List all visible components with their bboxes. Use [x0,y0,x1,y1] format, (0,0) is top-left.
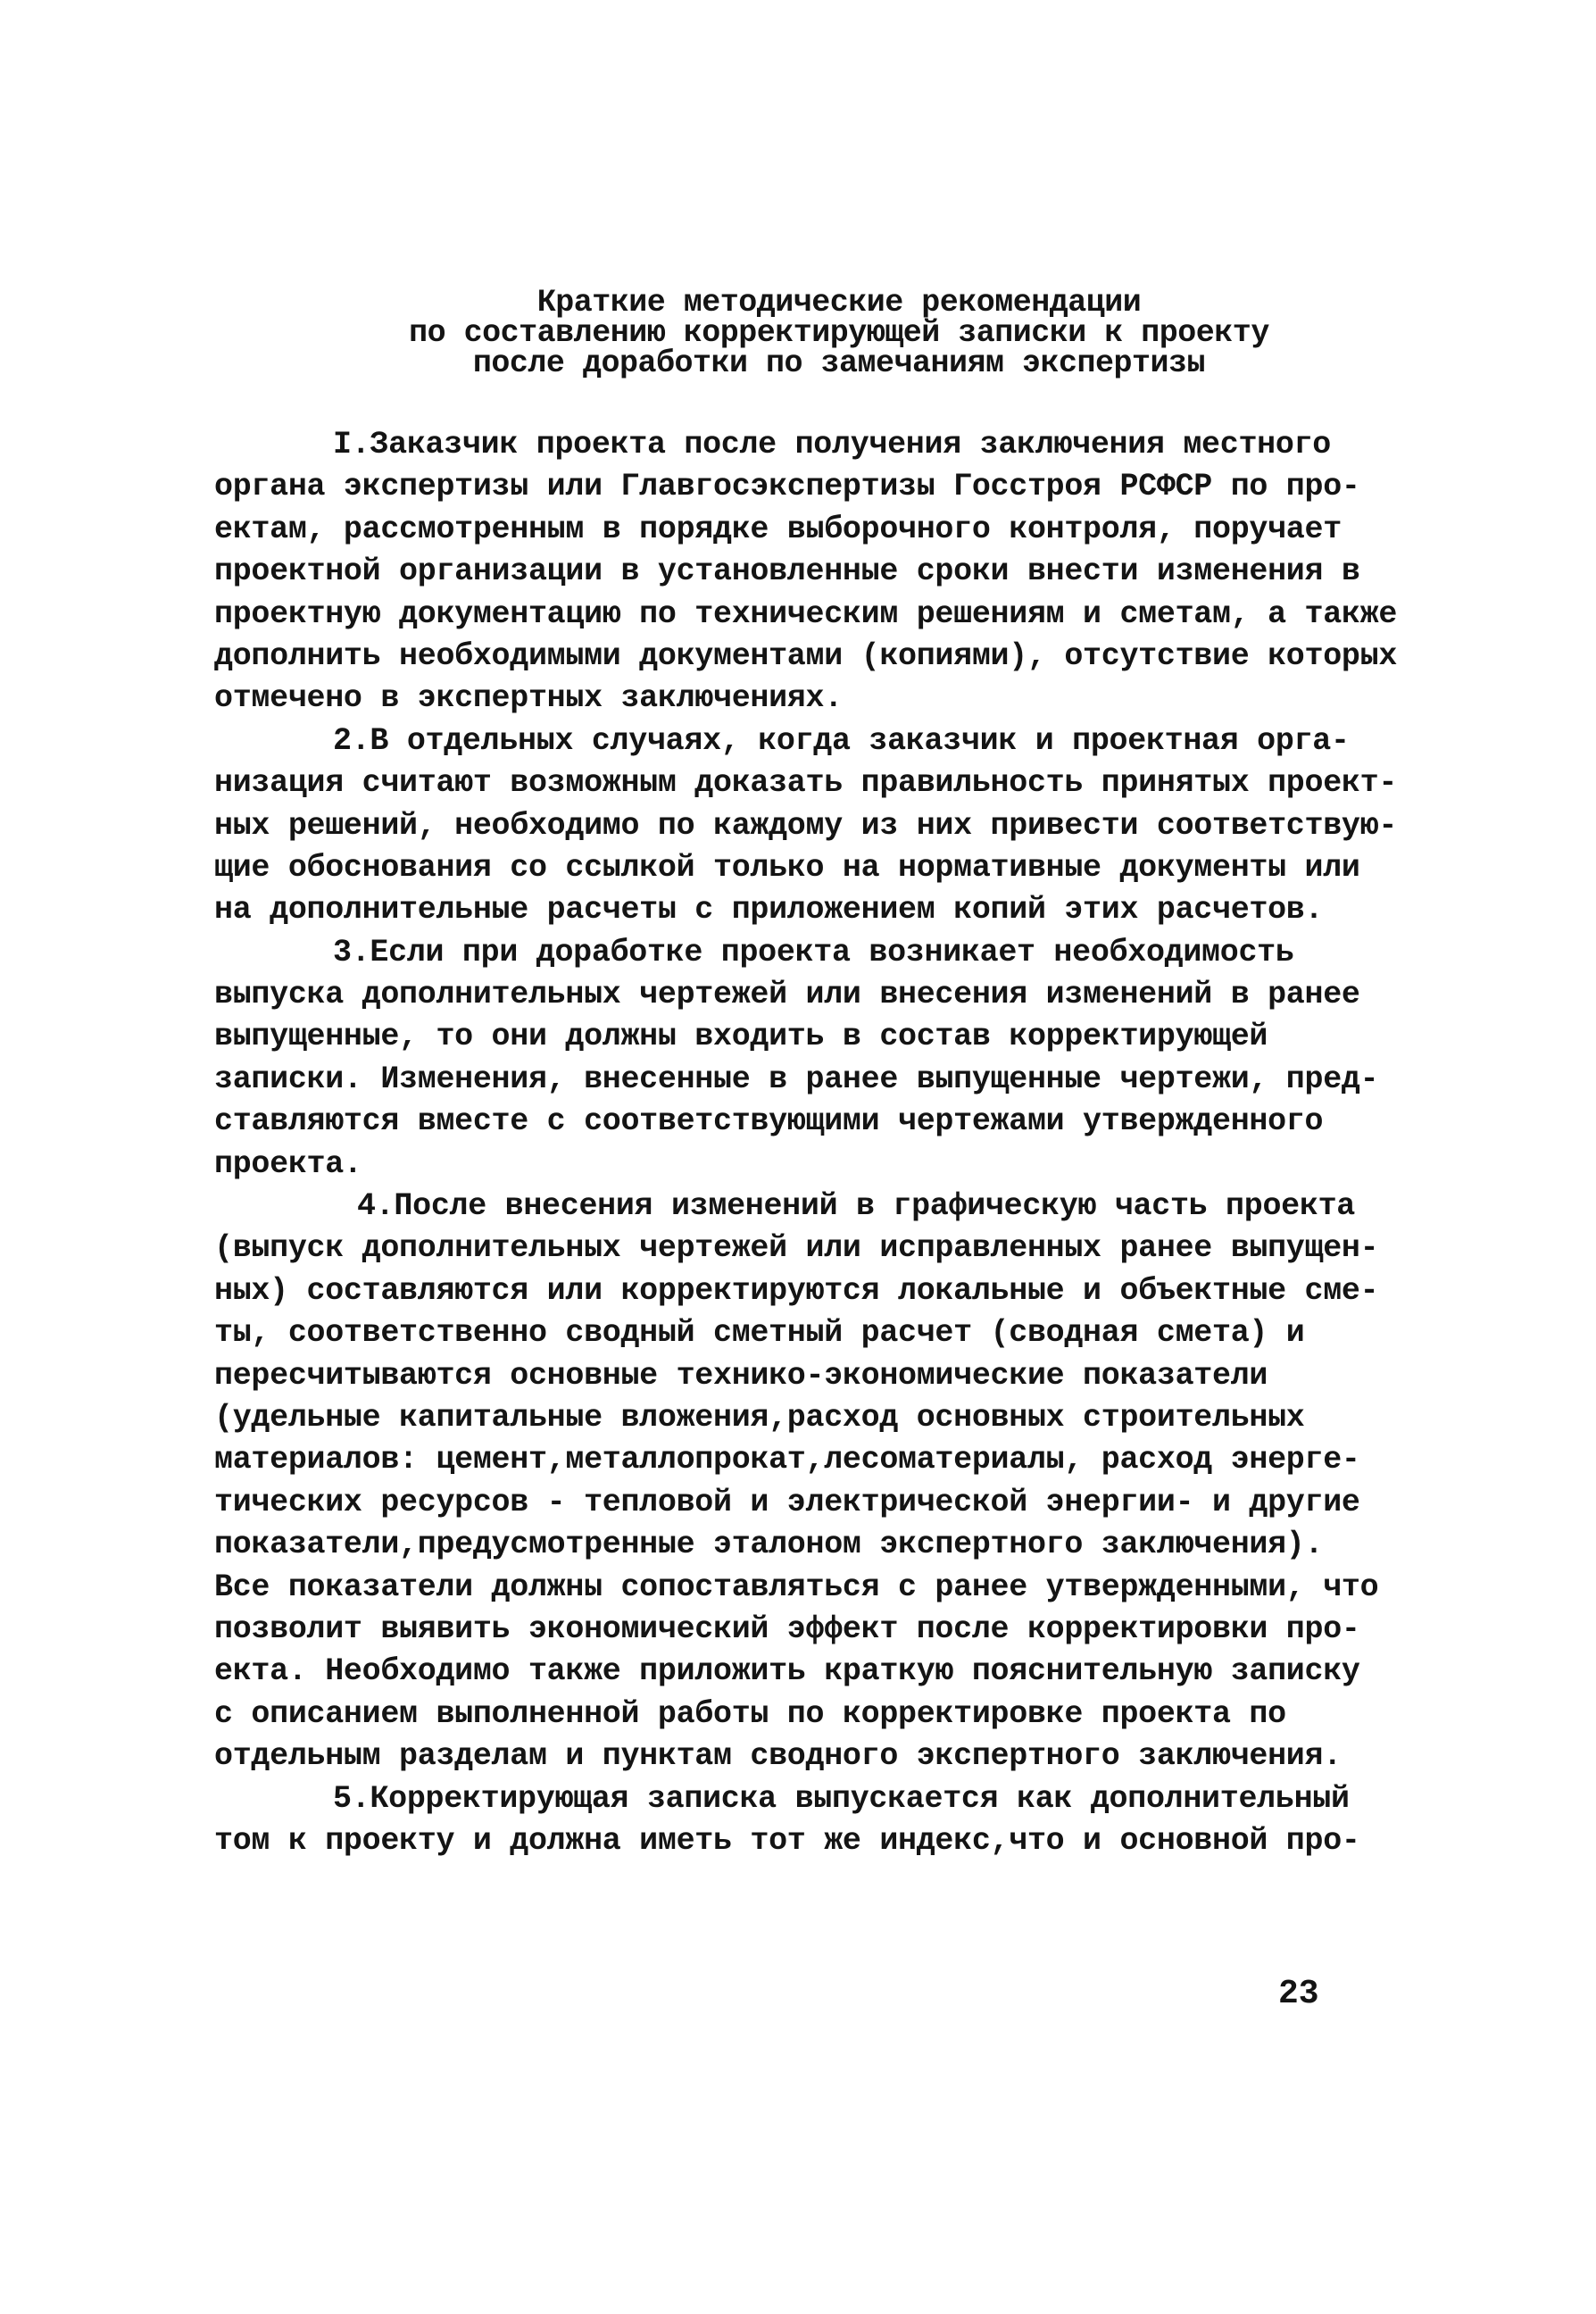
text-line: органа экспертизы или Главгосэкспертизы Госстроя РСФСР по про- [214,469,1360,505]
text-line: (выпуск дополнительных чертежей или исправленных ранее выпущен- [214,1230,1379,1267]
page-number: 23 [1278,1975,1319,2013]
text-line: (удельные капитальные вложения,расход основных строительных [214,1399,1305,1436]
text-line: I.Заказчик проекта после получения заключения местного [333,427,1331,462]
text-line: том к проекту и должна иметь тот же индекс,что и основной про- [214,1822,1360,1859]
heading-line: по составлению корректирующей записки к проекту [409,315,1269,351]
heading-line: Краткие методические рекомендации [536,285,1142,320]
text-line: проектную документацию по техническим решениям и сметам, а также [214,595,1398,632]
text-line: Все показатели должны сопоставляться с ранее утвержденными, что [214,1569,1379,1605]
text-line: проектной организации в установленные сроки внести изменения в [214,554,1360,590]
text-line: выпуска дополнительных чертежей или внесения изменений в ранее [214,977,1360,1013]
text-line: 5.Корректирующая записка выпускается как дополнительный [333,1780,1350,1817]
text-line: пересчитываются основные технико-экономические показатели [214,1357,1268,1394]
text-line: ты, соответственно сводный сметный расчет (сводная смета) и [214,1315,1305,1352]
text-line: отмечено в экспертных заключениях. [214,680,843,717]
document-body [214,424,1398,1862]
text-line: ектам, рассмотренным в порядке выборочного контроля, поручает [214,511,1342,547]
heading-line: после доработки по замечаниям экспертизы [472,345,1206,381]
text-line: ставляются вместе с соответствующими чертежами утвержденного [214,1103,1324,1140]
text-line: низация считают возможным доказать правильность принятых проект- [214,765,1398,802]
text-line: на дополнительные расчеты с приложением копий этих расчетов. [214,892,1324,928]
text-line: ных решений, необходимо по каждому из них привести соответствую- [214,807,1398,844]
document-heading [393,287,1285,379]
text-line: щие обоснования со ссылкой только на нормативные документы или [214,849,1360,886]
text-line: 2.В отдельных случаях, когда заказчик и проектная орга- [333,722,1350,759]
text-line: позволит выявить экономический эффект после корректировки про- [214,1611,1360,1647]
text-line: показатели,предусмотренные эталоном экспертного заключения). [214,1527,1324,1563]
text-line: материалов: цемент,металлопрокат,лесоматериалы, расход энерге- [214,1442,1360,1478]
text-line: с описанием выполненной работы по корректировке проекта по [214,1695,1286,1732]
text-line: 4.После внесения изменений в графическую часть проекта [357,1188,1355,1225]
text-line: 3.Если при доработке проекта возникает необходимость [333,934,1294,970]
text-line: отдельным разделам и пунктам сводного экспертного заключения. [214,1738,1342,1775]
text-line: выпущенные, то они должны входить в состав корректирующей [214,1019,1268,1055]
text-line: тических ресурсов - тепловой и электрической энергии- и другие [214,1484,1360,1520]
text-line: проекта. [214,1145,362,1182]
text-line: записки. Изменения, внесенные в ранее выпущенные чертежи, пред- [214,1061,1379,1097]
text-line: ных) составляются или корректируются локальные и объектные сме- [214,1272,1379,1309]
text-line: екта. Необходимо также приложить краткую пояснительную записку [214,1653,1360,1690]
text-line: дополнить необходимыми документами (копиями), отсутствие которых [214,637,1398,674]
